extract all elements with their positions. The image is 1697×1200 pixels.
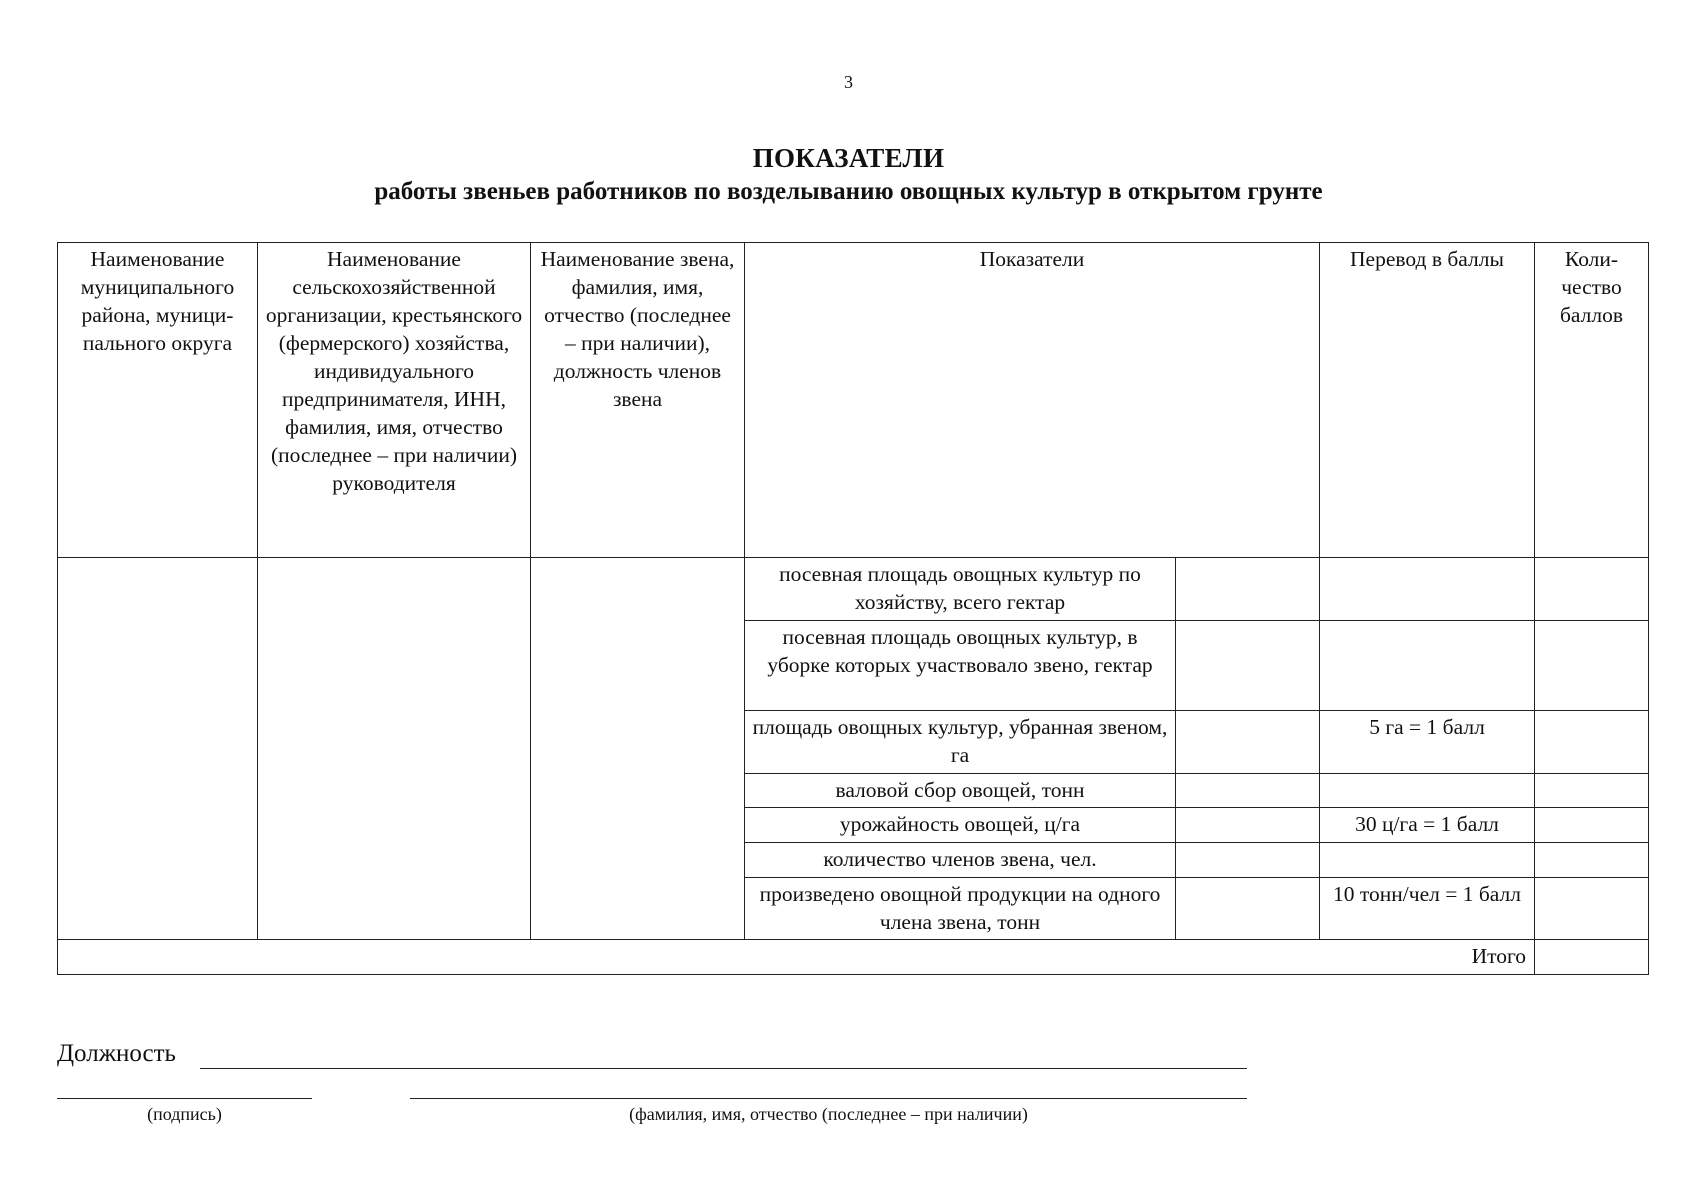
points-count[interactable] [1535, 621, 1649, 711]
position-line[interactable] [200, 1068, 1247, 1069]
indicator-label: произведено овощной продукции на одного члена звена, тонн [745, 878, 1176, 940]
page-number: 3 [844, 72, 853, 92]
indicator-value[interactable] [1176, 878, 1320, 940]
cell-team[interactable] [531, 558, 745, 940]
indicator-label: урожайность овощей, ц/га [745, 808, 1176, 843]
indicator-label: количество членов звена, чел. [745, 843, 1176, 878]
header-indicators: Показатели [745, 243, 1320, 558]
points-conversion: 30 ц/га = 1 балл [1320, 808, 1535, 843]
points-conversion [1320, 843, 1535, 878]
total-label: Итого [58, 940, 1535, 975]
indicator-value[interactable] [1176, 808, 1320, 843]
indicator-label: площадь овощных культур, убранная звеном, га [745, 711, 1176, 774]
full-name-line[interactable] [410, 1098, 1247, 1099]
indicator-label: посевная площадь овощных культур по хозяйству, всего гектар [745, 558, 1176, 621]
total-value[interactable] [1535, 940, 1649, 975]
cell-municipal-district[interactable] [58, 558, 258, 940]
indicator-value[interactable] [1176, 843, 1320, 878]
indicator-value[interactable] [1176, 774, 1320, 808]
header-municipal-district: Наименование муниципального района, муници-пального округа [58, 243, 258, 558]
indicators-table [57, 242, 1649, 975]
document-subtitle: работы звеньев работников по возделыванию овощных культур в открытом грунте [374, 178, 1323, 205]
header-points-count: Коли-чество баллов [1535, 243, 1649, 558]
indicator-value[interactable] [1176, 711, 1320, 774]
points-count[interactable] [1535, 558, 1649, 621]
table-header-row [58, 243, 1649, 558]
points-conversion: 10 тонн/чел = 1 балл [1320, 878, 1535, 940]
points-conversion [1320, 774, 1535, 808]
points-conversion: 5 га = 1 балл [1320, 711, 1535, 774]
header-organization: Наименование сельскохозяйственной организации, крестьянского (фермерского) хозяйства, индивидуального предпринимателя, ИНН, фамилия, имя, отчество (последнее – при наличии) руководителя [258, 243, 531, 558]
full-name-caption: (фамилия, имя, отчество (последнее – при наличии) [629, 1104, 1028, 1124]
cell-organization[interactable] [258, 558, 531, 940]
points-count[interactable] [1535, 774, 1649, 808]
indicator-value[interactable] [1176, 621, 1320, 711]
header-team: Наименование звена, фамилия, имя, отчество (последнее – при наличии), должность членов звена [531, 243, 745, 558]
document-title: ПОКАЗАТЕЛИ [752, 143, 945, 173]
points-count[interactable] [1535, 843, 1649, 878]
signature-line[interactable] [57, 1098, 312, 1099]
signature-caption: (подпись) [147, 1104, 222, 1124]
indicator-label: валовой сбор овощей, тонн [745, 774, 1176, 808]
indicator-label: посевная площадь овощных культур, в уборке которых участвовало звено, гектар [745, 621, 1176, 711]
signature-block [57, 1040, 1207, 1140]
total-row [58, 940, 1649, 975]
points-conversion [1320, 621, 1535, 711]
indicator-value[interactable] [1176, 558, 1320, 621]
points-conversion [1320, 558, 1535, 621]
header-points-conversion: Перевод в баллы [1320, 243, 1535, 558]
points-count[interactable] [1535, 711, 1649, 774]
points-count[interactable] [1535, 808, 1649, 843]
points-count[interactable] [1535, 878, 1649, 940]
table-row [58, 558, 1649, 621]
position-label: Должность [57, 1040, 176, 1067]
